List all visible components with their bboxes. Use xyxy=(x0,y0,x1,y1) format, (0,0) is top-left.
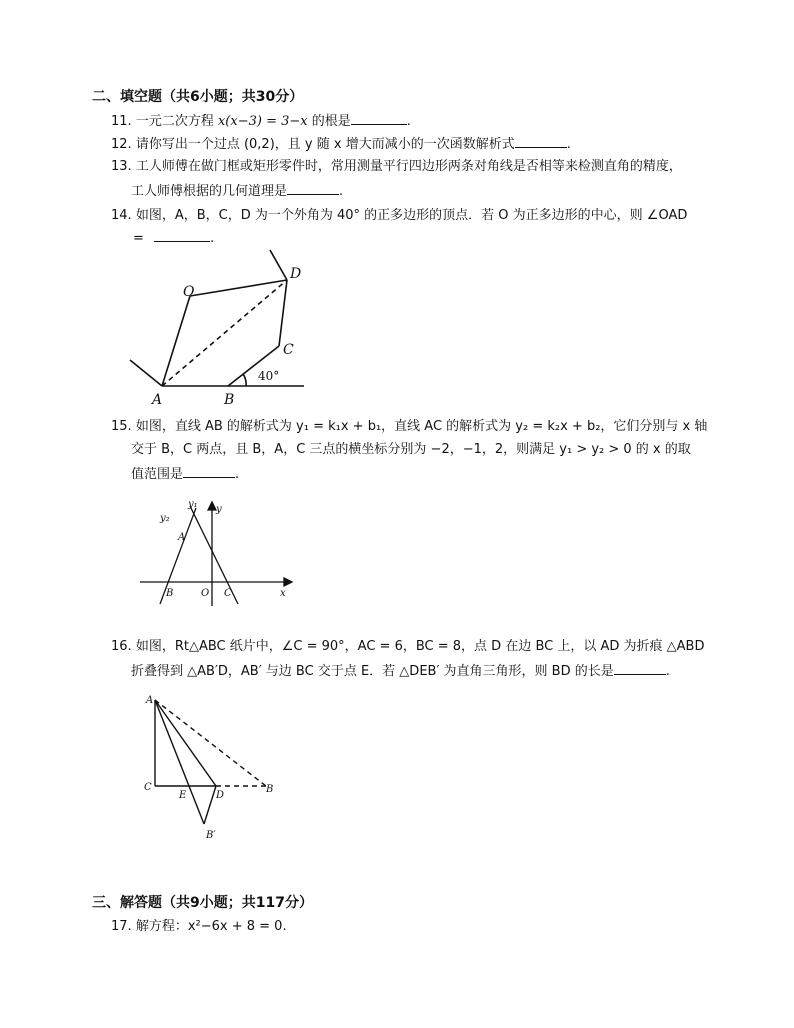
period: . xyxy=(566,137,571,152)
question-13 xyxy=(111,158,682,176)
label-x: x xyxy=(280,588,286,599)
edge-od xyxy=(190,280,287,296)
label-d: D xyxy=(290,266,302,282)
edge-cd xyxy=(279,280,287,346)
question-text: 一元二次方程 xyxy=(135,114,218,129)
question-text-line1: 如图，Rt△ABC 纸片中，∠C = 90°，AC = 6，BC = 8，点 D 在边 BC 上，以 AD 为折痕 △ABD xyxy=(135,639,705,654)
label-c: C xyxy=(224,588,232,599)
label-o: O xyxy=(201,588,210,599)
question-number: 11. xyxy=(111,114,132,129)
question-number: 13. xyxy=(111,159,132,174)
question-16-line2 xyxy=(131,662,670,681)
question-text-line1: 如图，直线 AB 的解析式为 y₁ = k₁x + b₁，直线 AC 的解析式为 y₂ = k₂x + b₂，它们分别与 x 轴 xyxy=(135,419,708,434)
question-16 xyxy=(111,638,704,656)
question-number: 14. xyxy=(111,208,132,223)
label-b: B xyxy=(266,784,274,795)
label-a: A xyxy=(146,695,154,706)
period: . xyxy=(339,184,344,199)
answer-blank[interactable] xyxy=(287,182,339,195)
question-number: 17. xyxy=(111,919,132,934)
question-text-line2: 交于 B，C 两点，且 B，A，C 三点的横坐标分别为 −2，−1，2，则满足 y₁ > y₂ > 0 的 x 的取 xyxy=(131,442,691,457)
label-b-prime: B′ xyxy=(206,830,216,841)
question-14-line2 xyxy=(133,229,214,248)
question-13-line2 xyxy=(131,182,343,201)
edge-db-prime xyxy=(204,786,216,824)
question-number: 16. xyxy=(111,639,132,654)
question-12 xyxy=(111,135,571,154)
label-a: A xyxy=(152,392,163,408)
answer-blank[interactable] xyxy=(183,465,235,478)
y-axis-arrow xyxy=(208,502,216,510)
label-y1: y₁ xyxy=(188,499,198,510)
section-heading-fill-in: 二、填空题（共6小题；共30分） xyxy=(92,89,304,105)
answer-blank[interactable] xyxy=(515,135,567,148)
answer-blank[interactable] xyxy=(351,112,407,125)
question-14 xyxy=(111,207,687,225)
period: . xyxy=(665,664,670,679)
question-15-line3 xyxy=(131,465,239,484)
label-c: C xyxy=(283,342,294,358)
question-text-line2: 工人师傅根据的几何道理是 xyxy=(131,184,288,199)
period: . xyxy=(235,467,240,482)
label-a: A xyxy=(178,532,186,543)
question-15-line2 xyxy=(131,441,691,459)
question-15 xyxy=(111,418,707,436)
figure-polygon xyxy=(128,248,308,408)
period: . xyxy=(210,231,215,246)
angle-arc xyxy=(243,374,246,386)
answer-blank[interactable] xyxy=(154,229,210,242)
x-axis-arrow xyxy=(284,578,292,586)
edge-ao xyxy=(162,296,190,386)
period: . xyxy=(406,114,411,129)
question-text-line3: 值范围是 xyxy=(131,467,184,482)
label-e: E xyxy=(179,790,187,801)
figure-folded-triangle xyxy=(140,692,290,842)
label-angle: 40° xyxy=(258,369,280,383)
equation: x(x−3) = 3−x xyxy=(217,114,308,129)
question-text: 解方程：x²−6x + 8 = 0. xyxy=(135,919,287,934)
label-y2: y₂ xyxy=(160,513,170,524)
section-heading-solve: 三、解答题（共9小题；共117分） xyxy=(92,895,313,911)
polygon-edge-extension xyxy=(270,250,287,280)
label-b: B xyxy=(224,392,235,408)
question-text-line1: 如图，A，B，C，D 为一个外角为 40° 的正多边形的顶点．若 O 为正多边形的中心，则 ∠OAD xyxy=(135,208,688,223)
question-number: 12. xyxy=(111,137,132,152)
question-text: 请你写出一个过点 (0,2)，且 y 随 x 增大而减小的一次函数解析式 xyxy=(135,137,515,152)
label-d: D xyxy=(216,790,225,801)
fold-line-ad xyxy=(155,700,216,786)
label-o: O xyxy=(183,284,195,300)
label-b: B xyxy=(166,588,174,599)
equals-sign: = xyxy=(133,231,144,246)
question-text-line2: 折叠得到 △AB′D，AB′ 与边 BC 交于点 E．若 △DEB′ 为直角三角形，则 BD 的长是 xyxy=(131,664,614,679)
question-11 xyxy=(111,112,411,131)
question-text-line1: 工人师傅在做门框或矩形零件时，常用测量平行四边形两条对角线是否相等来检测直角的精度， xyxy=(135,159,682,174)
question-text: 的根是 xyxy=(307,114,351,129)
label-y: y xyxy=(216,504,222,515)
answer-blank[interactable] xyxy=(614,662,666,675)
figure-coordinate-lines xyxy=(140,494,300,610)
label-c: C xyxy=(144,782,152,793)
polygon-edge xyxy=(130,360,162,386)
question-17 xyxy=(111,918,287,936)
question-number: 15. xyxy=(111,419,132,434)
